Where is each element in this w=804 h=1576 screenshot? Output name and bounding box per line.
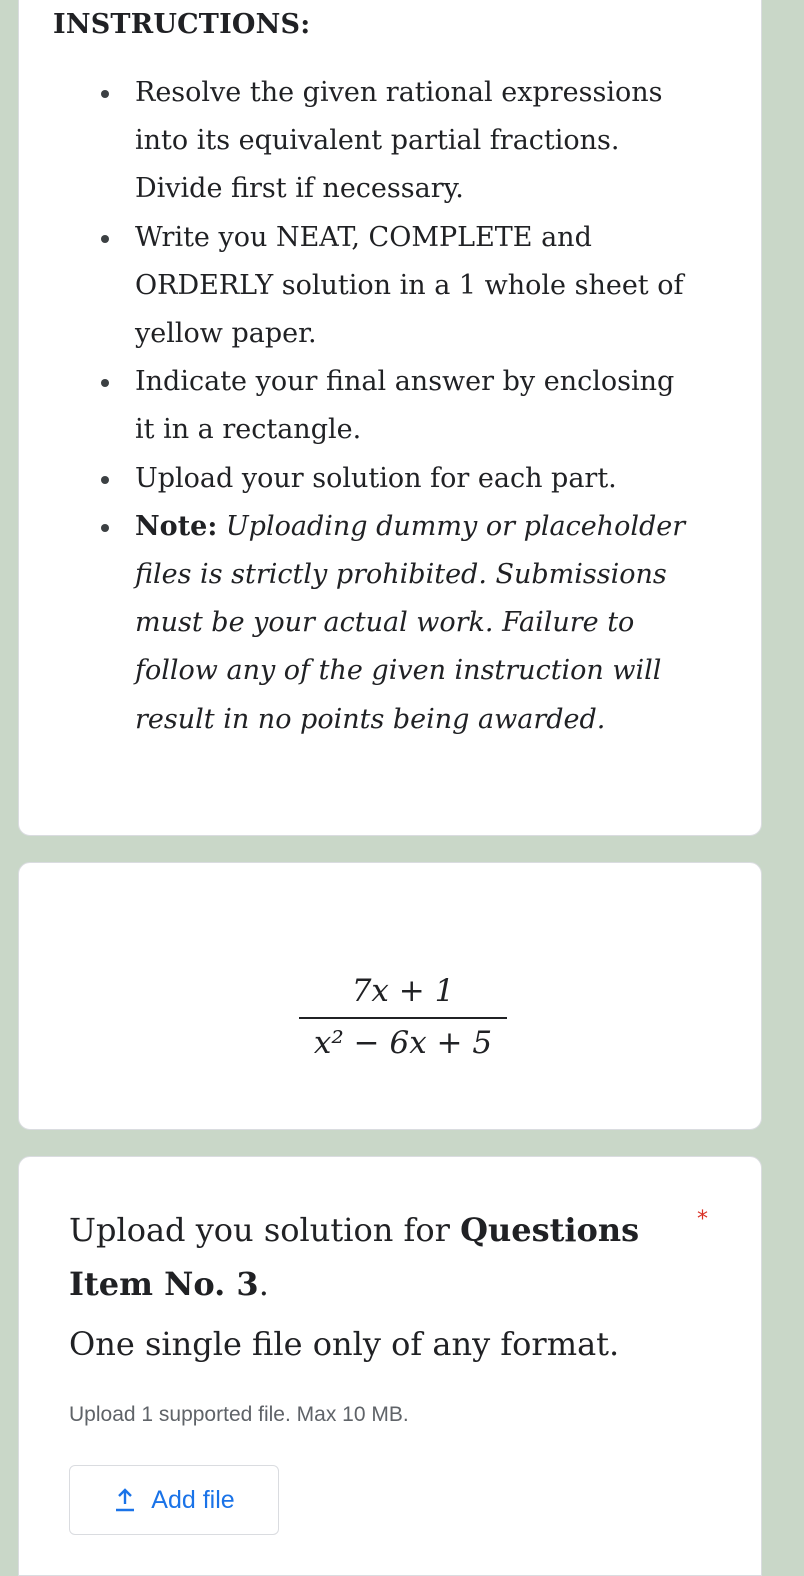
- fraction-denominator: x² − 6x + 5: [313, 1025, 493, 1061]
- add-file-button[interactable]: [69, 1465, 279, 1535]
- rational-expression: [293, 973, 513, 1061]
- upload-question-subtitle: One single file only of any format.: [69, 1325, 620, 1363]
- instruction-item: [19, 69, 719, 214]
- instructions-heading: INSTRUCTIONS:: [53, 9, 311, 40]
- upload-question-title: [69, 1203, 659, 1311]
- title-suffix: .: [258, 1265, 269, 1303]
- note-text: Uploading dummy or placeholder files is strictly prohibited. Submissions must be your actual work. Failure to follow any of the given instruction will result in no points being awarded.: [135, 510, 686, 735]
- title-prefix: Upload you solution for: [69, 1211, 461, 1249]
- note-label: Note:: [135, 510, 218, 542]
- instruction-item-note: [19, 503, 719, 744]
- upload-hint: Upload 1 supported file. Max 10 MB.: [69, 1403, 409, 1426]
- instruction-text: Upload your solution for each part.: [135, 462, 617, 494]
- title-bold: Questions Item No. 3: [69, 1211, 640, 1303]
- bullet-icon: [101, 476, 109, 484]
- bullet-icon: [101, 524, 109, 532]
- required-asterisk: *: [697, 1207, 708, 1232]
- instruction-item: [19, 455, 719, 503]
- bullet-icon: [101, 235, 109, 243]
- fraction-numerator: 7x + 1: [351, 973, 455, 1009]
- upload-icon: [113, 1487, 137, 1513]
- instruction-item: [19, 358, 719, 454]
- add-file-label: Add file: [151, 1485, 235, 1514]
- bullet-icon: [101, 90, 109, 98]
- instruction-text: Write you NEAT, COMPLETE and ORDERLY solution in a 1 whole sheet of yellow paper.: [135, 221, 684, 350]
- instruction-item: [19, 214, 719, 359]
- question-card: [18, 862, 762, 1130]
- instructions-card: [18, 0, 762, 836]
- instruction-text: Resolve the given rational expressions into its equivalent partial fractions. Divide first if necessary.: [135, 77, 663, 205]
- instruction-text: Indicate your final answer by enclosing it in a rectangle.: [135, 366, 675, 446]
- instructions-list: [19, 69, 719, 744]
- upload-question-card: [18, 1156, 762, 1576]
- bullet-icon: [101, 379, 109, 387]
